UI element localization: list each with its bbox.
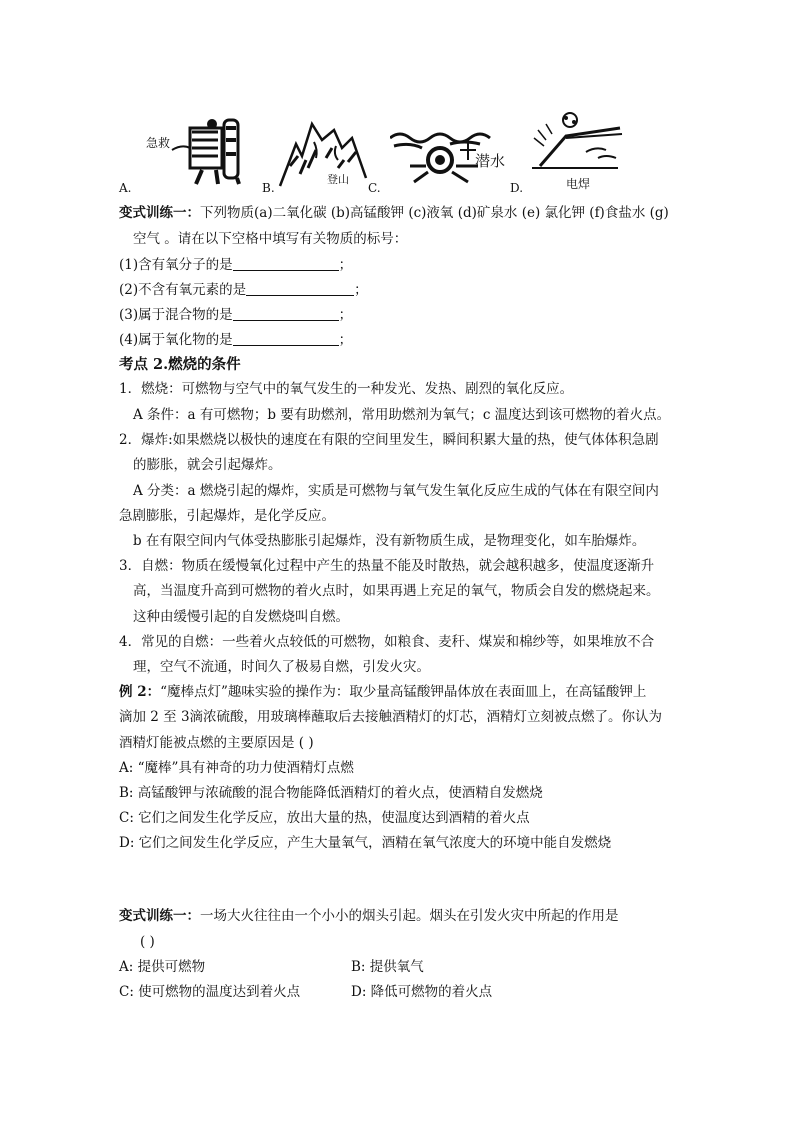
image-caption-d: 电焊 — [566, 177, 591, 191]
image-caption-b: 登山 — [327, 173, 349, 186]
kp2-para-4-line2: 理，空气不流通，时间久了极易自燃，引发火灾。 — [133, 659, 430, 675]
kp2-para-2b: b 在有限空间内气体受热膨胀引起爆炸，没有新物质生成，是物理变化，如车胎爆炸。 — [133, 533, 646, 549]
exercise-1-stem-text: 下列物质(a)二氧化碳 (b)高锰酸钾 (c)液氧 (d)矿泉水 (e) 氯化钾 (f)食盐水 (g) — [200, 205, 669, 221]
example-2-option-a[interactable]: A: “魔棒”具有神奇的功力使酒精灯点燃 — [119, 760, 354, 776]
example-2-option-b[interactable]: B: 高锰酸钾与浓硫酸的混合物能降低酒精灯的着火点，使酒精自发燃烧 — [119, 785, 543, 801]
answer-blank-3[interactable] — [233, 308, 339, 321]
image-caption-a: 急救 — [146, 136, 171, 150]
image-letter-c: C. — [368, 181, 381, 195]
kp2-para-2a-line2: 急剧膨胀，引起爆炸，是化学反应。 — [119, 508, 335, 524]
image-caption-c: 潜水 — [475, 152, 506, 170]
kp2-para-3-line3: 这种由缓慢引起的自发燃烧叫自燃。 — [133, 609, 349, 625]
example-2-line2: 滴加 2 至 3滴浓硫酸，用玻璃棒蘸取后去接触酒精灯的灯芯，酒精灯立刻被点燃了。你认为 — [119, 709, 663, 725]
kp2-para-3-line1: 3．自燃：物质在缓慢氧化过程中产生的热量不能及时散热，就会越积越多，使温度逐渐升 — [119, 558, 655, 574]
kp2-para-2a-line1: A 分类：a 燃烧引起的爆炸，实质是可燃物与氧气发生氧化反应生成的气体在有限空间内 — [133, 483, 659, 499]
exercise-1-question-4: (4)属于氧化物的是 ； — [119, 332, 353, 348]
example-2-line1: 例 2：“魔棒点灯”趣味实验的操作为：取少量高锰酸钾晶体放在表面皿上，在高锰酸钾上 — [119, 684, 647, 700]
answer-blank-1[interactable] — [233, 258, 339, 271]
kp2-para-1: 1．燃烧：可燃物与空气中的氧气发生的一种发光、发热、剧烈的氧化反应。 — [119, 381, 574, 397]
exercise-1-question-1: (1)含有氧分子的是 ； — [119, 257, 353, 273]
kp2-para-2-line2: 的膨胀，就会引起爆炸。 — [133, 457, 282, 473]
example-2-option-c[interactable]: C: 它们之间发生化学反应，放出大量的热，使温度达到酒精的着火点 — [119, 810, 530, 826]
exercise-2-option-b[interactable]: B: 提供氧气 — [351, 959, 424, 975]
kp2-para-3-line2: 高，当温度升高到可燃物的着火点时，如果再遇上充足的氧气，物质会自发的燃烧起来。 — [133, 583, 660, 599]
kp2-para-2-line1: 2．爆炸:如果燃烧以极快的速度在有限的空间里发生，瞬间积累大量的热，使气体体积急剧 — [119, 432, 659, 448]
exercise-2-title: 变式训练一： — [119, 908, 200, 924]
kp2-para-4-line1: 4．常见的自燃：一些着火点较低的可燃物，如粮食、麦秆、煤炭和棉纱等，如果堆放不合 — [119, 634, 655, 650]
mountain-climbing-illustration — [278, 118, 368, 188]
image-letter-b: B. — [262, 181, 275, 195]
welding-illustration — [526, 108, 626, 178]
example-2-label: 例 2： — [119, 684, 161, 700]
exercise-2-option-d[interactable]: D: 降低可燃物的着火点 — [351, 984, 493, 1000]
exercise-2-option-a[interactable]: A: 提供可燃物 — [119, 959, 206, 975]
exercise-1-question-3: (3)属于混合物的是 ； — [119, 307, 353, 323]
exercise-1-stem-line1 — [119, 207, 669, 221]
answer-blank-2[interactable] — [246, 283, 354, 296]
example-2-line3: 酒精灯能被点燃的主要原因是 ( ) — [119, 735, 314, 751]
answer-blank-4[interactable] — [233, 333, 339, 346]
image-letter-d: D. — [510, 181, 524, 195]
exercise-1-stem-line2: 空气 。请在以下空格中填写有关物质的标号： — [133, 231, 408, 247]
exercise-2-line2: ( ) — [140, 934, 155, 950]
exercise-2-option-c[interactable]: C: 使可燃物的温度达到着火点 — [119, 984, 301, 1000]
exercise-1-title: 变式训练一： — [119, 205, 200, 221]
kp2-para-1a: A 条件：a 有可燃物；b 要有助燃剂，常用助燃剂为氧气；c 温度达到该可燃物的着火点。 — [133, 407, 671, 423]
exercise-2-line1: 变式训练一：一场大火往往由一个小小的烟头引起。烟头在引发火灾中所起的作用是 — [119, 908, 619, 924]
section-title-kaodian-2: 考点 2.燃烧的条件 — [119, 356, 241, 373]
example-2-option-d[interactable]: D: 它们之间发生化学反应，产生大量氧气，酒精在氧气浓度大的环境中能自发燃烧 — [119, 835, 612, 851]
image-letter-a: A. — [119, 181, 132, 195]
exercise-1-question-2: (2)不含有氧元素的是 ； — [119, 282, 368, 298]
